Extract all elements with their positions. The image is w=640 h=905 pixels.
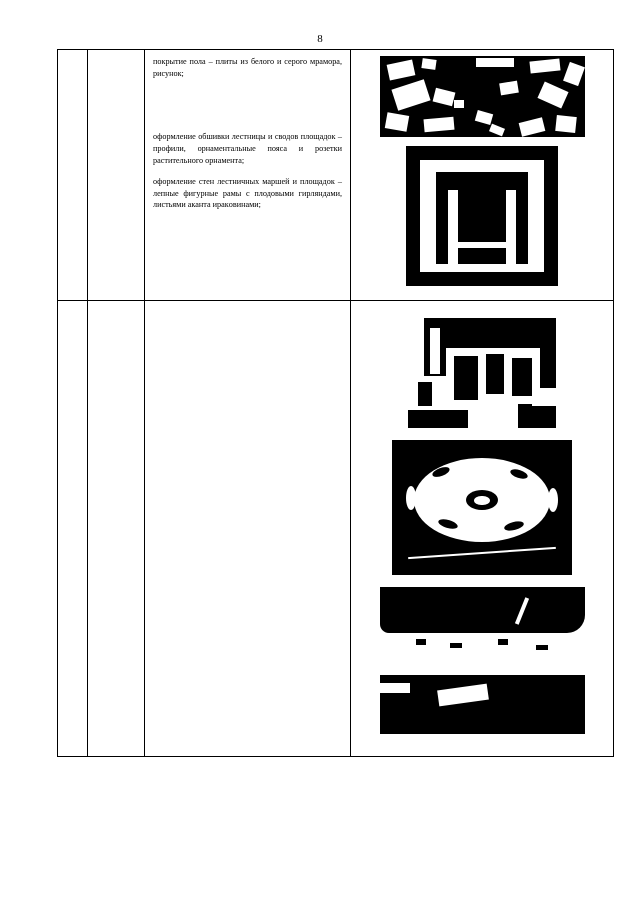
page-number: 8 [317, 33, 323, 45]
content-table [57, 49, 614, 757]
table-cell-index [58, 301, 88, 757]
description-paragraph: оформление обшивки лестницы и сводов площадок – профили, орнаментальные пояса и розетки растительного орнамента; [153, 132, 342, 165]
description-paragraph: покрытие пола – плиты из белого и серого мрамора, рисунок; [153, 57, 342, 78]
table-cell-name [88, 301, 145, 757]
description-paragraph: оформление стен лестничных маршей и площадок – лепные фигурные рамы с плодовыми гирляндами, листьями аканта иракoвинами; [153, 177, 342, 210]
table-row [58, 50, 614, 301]
description-text-block [145, 50, 350, 215]
relief-detail-photo [380, 587, 585, 734]
table-cell-images [351, 301, 614, 757]
image-stack [351, 301, 613, 734]
staircase-arch-photo [406, 146, 558, 286]
table-cell-description [145, 301, 351, 757]
stucco-rosette-photo [392, 440, 572, 575]
table-cell-images [351, 50, 614, 301]
image-stack [351, 50, 613, 286]
table-cell-description [145, 50, 351, 301]
table-row [58, 301, 614, 757]
description-text-block [145, 301, 350, 311]
marble-floor-photo [380, 56, 585, 137]
interior-wall-photo [408, 318, 556, 428]
table-cell-name [88, 50, 145, 301]
table-cell-index [58, 50, 88, 301]
